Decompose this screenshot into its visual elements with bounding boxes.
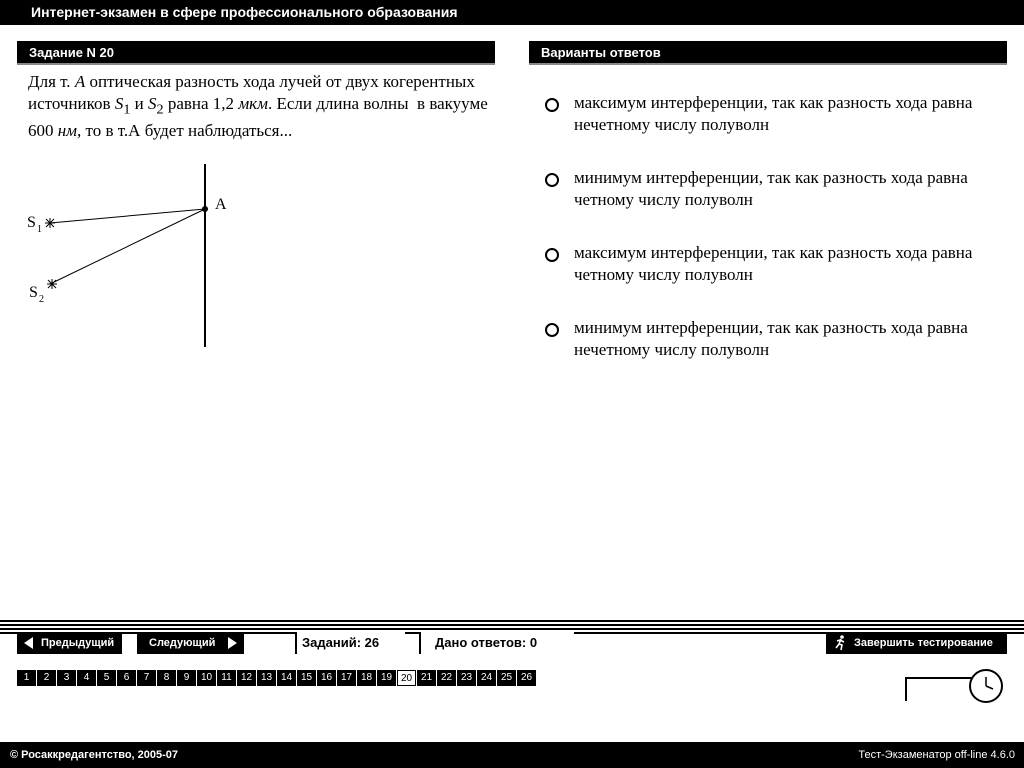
finish-label: Завершить тестирование (854, 637, 993, 649)
timer-frame (905, 677, 975, 701)
app-title-bar (0, 0, 1024, 25)
task-number-26[interactable]: 26 (517, 670, 536, 686)
task-number-18[interactable]: 18 (357, 670, 376, 686)
arrow-left-icon (24, 637, 33, 649)
task-number-15[interactable]: 15 (297, 670, 316, 686)
previous-button[interactable] (17, 632, 122, 654)
copyright: © Росаккредагентство, 2005-07 (10, 749, 179, 761)
running-man-icon (834, 635, 848, 651)
label-s2: S (29, 284, 38, 301)
task-number-23[interactable]: 23 (457, 670, 476, 686)
point-a (202, 206, 208, 212)
answer-text: максимум интерференции, так как разность хода равна нечетному числу полуволн (574, 93, 973, 134)
footer-bar (0, 742, 1024, 768)
task-number-11[interactable]: 11 (217, 670, 236, 686)
radio-button[interactable] (545, 248, 559, 262)
arrow-right-icon (228, 637, 237, 649)
clock-icon (968, 668, 1004, 704)
task-number-8[interactable]: 8 (157, 670, 176, 686)
label-a: A (215, 196, 227, 213)
answer-text: минимум интерференции, так как разность хода равна нечетному числу полуволн (574, 318, 968, 359)
finish-test-button[interactable] (826, 632, 1007, 654)
task-number-2[interactable]: 2 (37, 670, 56, 686)
task-number-strip (17, 670, 537, 686)
answer-text: максимум интерференции, так как разность хода равна четному числу полуволн (574, 243, 973, 284)
task-number-16[interactable]: 16 (317, 670, 336, 686)
task-number-12[interactable]: 12 (237, 670, 256, 686)
version: Тест-Экзаменатор off-line 4.6.0 (858, 749, 1015, 761)
task-number-20[interactable]: 20 (397, 670, 416, 686)
question-text: Для т. A оптическая разность хода лучей от двух когерентных источников $S_1$ и $S_2$ равна 1,2 мкм. Если длина волны в вакууме 600 нм, то в т.А будет наблюдаться... (28, 72, 488, 141)
label-s1: S (27, 214, 36, 231)
task-number-1[interactable]: 1 (17, 670, 36, 686)
source-s2-star (47, 279, 57, 289)
task-number-14[interactable]: 14 (277, 670, 296, 686)
task-number-25[interactable]: 25 (497, 670, 516, 686)
question-header: Задание N 20 (17, 41, 495, 65)
radio-button[interactable] (545, 323, 559, 337)
answers-header: Варианты ответов (529, 41, 1007, 65)
task-number-9[interactable]: 9 (177, 670, 196, 686)
radio-button[interactable] (545, 98, 559, 112)
answer-text: минимум интерференции, так как разность хода равна четному числу полуволн (574, 168, 968, 209)
task-number-24[interactable]: 24 (477, 670, 496, 686)
next-button[interactable] (137, 632, 244, 654)
task-number-10[interactable]: 10 (197, 670, 216, 686)
label-s2-sub: 2 (39, 294, 44, 305)
task-number-6[interactable]: 6 (117, 670, 136, 686)
tasks-count: Заданий: 26 (295, 632, 405, 654)
task-number-4[interactable]: 4 (77, 670, 96, 686)
source-s1-star (45, 218, 55, 228)
task-number-21[interactable]: 21 (417, 670, 436, 686)
radio-button[interactable] (545, 173, 559, 187)
app-title: Интернет-экзамен в сфере профессионального образования (31, 4, 458, 20)
task-number-22[interactable]: 22 (437, 670, 456, 686)
task-number-19[interactable]: 19 (377, 670, 396, 686)
answers-count: Дано ответов: 0 (419, 632, 574, 654)
previous-label: Предыдущий (41, 637, 115, 649)
task-number-5[interactable]: 5 (97, 670, 116, 686)
label-s1-sub: 1 (37, 224, 42, 235)
task-number-3[interactable]: 3 (57, 670, 76, 686)
next-label: Следующий (149, 637, 216, 649)
task-number-13[interactable]: 13 (257, 670, 276, 686)
task-number-7[interactable]: 7 (137, 670, 156, 686)
interference-diagram (20, 160, 260, 360)
ray-s2 (50, 209, 205, 284)
ray-s1 (50, 209, 205, 223)
task-number-17[interactable]: 17 (337, 670, 356, 686)
